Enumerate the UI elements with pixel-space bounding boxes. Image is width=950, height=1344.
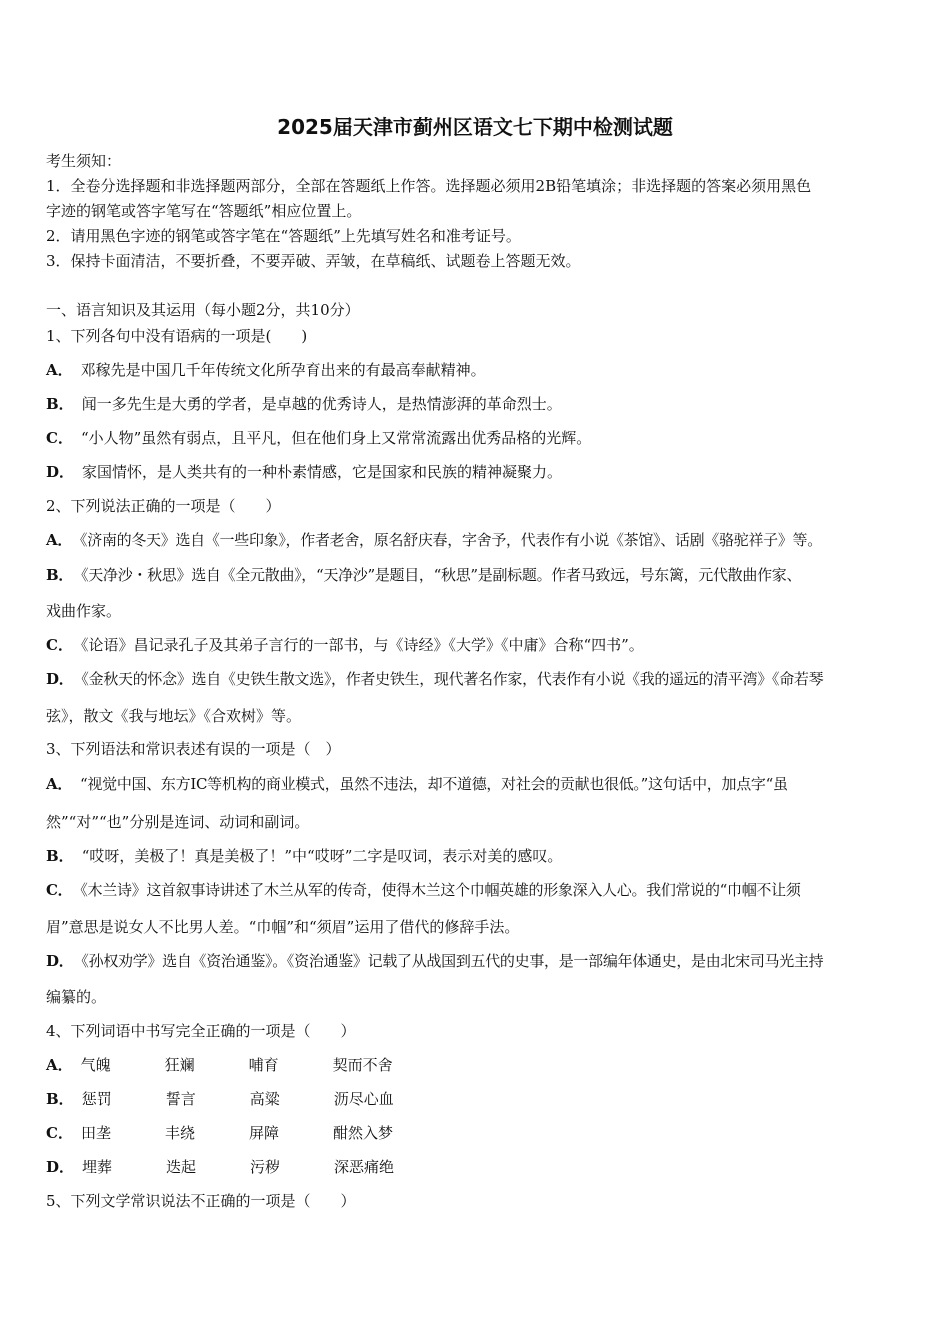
question-3-option-a-cont: 然”“对”“也”分别是连词、动词和副词。 xyxy=(46,813,310,831)
question-3-option-d-cont: 编纂的。 xyxy=(46,988,107,1006)
question-3-option-d[interactable] xyxy=(46,951,906,971)
exam-title: 2025届天津市蓟州区语文七下期中检测试题 xyxy=(277,115,673,139)
option-text: 《论语》昌记录孔子及其弟子言行的一部书，与《诗经》《大学》《中庸》合称“四书”。 xyxy=(80,636,644,654)
word: 丰绕 xyxy=(164,1124,195,1142)
word: 沥尽心血 xyxy=(333,1090,394,1108)
word: 酣然入梦 xyxy=(332,1124,393,1142)
word: 深恶痛绝 xyxy=(334,1158,395,1176)
notice-heading: 考生须知： xyxy=(46,152,122,170)
word: 狂斓 xyxy=(164,1056,195,1074)
question-2-option-b-cont: 戏曲作家。 xyxy=(46,602,122,620)
question-4-option-c[interactable] xyxy=(46,1123,906,1143)
question-2-stem: 2、下列说法正确的一项是（ ） xyxy=(46,497,281,515)
question-1-option-a[interactable] xyxy=(46,360,906,380)
section-heading: 一、语言知识及其运用（每小题2分，共10分） xyxy=(46,301,360,319)
question-3-option-a[interactable] xyxy=(46,774,906,794)
word: 气魄 xyxy=(80,1056,111,1074)
question-2-option-a[interactable] xyxy=(46,530,906,550)
option-letter: A． xyxy=(46,1056,73,1074)
notice-item-2: 2．请用黑色字迹的钢笔或答字笔在“答题纸”上先填写姓名和准考证号。 xyxy=(46,227,521,245)
option-letter: D． xyxy=(46,952,74,970)
option-letter: D． xyxy=(46,1158,75,1176)
option-letter: C． xyxy=(46,881,73,899)
question-1-option-d[interactable] xyxy=(46,462,906,482)
option-letter: A． xyxy=(46,775,73,793)
question-3-stem: 3、下列语法和常识表述有误的一项是（ ） xyxy=(46,740,341,758)
question-2-option-b[interactable] xyxy=(46,565,906,585)
question-5-stem: 5、下列文学常识说法不正确的一项是（ ） xyxy=(46,1192,356,1210)
option-text: 《木兰诗》这首叙事诗讲述了木兰从军的传奇，使得木兰这个巾帼英雄的形象深入人心。我们常说的“巾帼不让须 xyxy=(80,881,801,899)
option-text: “小人物”虽然有弱点，且平凡，但在他们身上又常常流露出优秀品格的光辉。 xyxy=(80,429,592,447)
word: 埋葬 xyxy=(82,1158,113,1176)
question-1-stem: 1、下列各句中没有语病的一项是( ) xyxy=(46,327,308,345)
option-text: 闻一多先生是大勇的学者，是卓越的优秀诗人，是热情澎湃的革命烈士。 xyxy=(81,395,562,413)
word: 誓言 xyxy=(165,1090,196,1108)
option-letter: C． xyxy=(46,1124,73,1142)
question-4-stem: 4、下列词语中书写完全正确的一项是（ ） xyxy=(46,1022,356,1040)
option-letter: B． xyxy=(46,566,74,584)
word: 高粱 xyxy=(249,1090,280,1108)
option-letter: A． xyxy=(46,361,73,379)
option-letter: A． xyxy=(46,531,73,549)
question-3-option-c-cont: 眉”意思是说女人不比男人差。“巾帼”和“须眉”运用了借代的修辞手法。 xyxy=(46,918,520,936)
question-2-option-d[interactable] xyxy=(46,669,906,689)
notice-item-1-cont: 字迹的钢笔或答字笔写在“答题纸”相应位置上。 xyxy=(46,202,362,220)
option-text: 《孙权劝学》选自《资治通鉴》。《资治通鉴》记载了从战国到五代的史事，是一部编年体通史，是由北宋司马光主持 xyxy=(81,952,824,970)
question-3-option-b[interactable] xyxy=(46,846,906,866)
question-1-option-c[interactable] xyxy=(46,428,906,448)
word: 屏障 xyxy=(248,1124,279,1142)
word: 田垄 xyxy=(80,1124,111,1142)
option-text: 邓稼先是中国几千年传统文化所孕育出来的有最高奉献精神。 xyxy=(80,361,486,379)
question-1-option-b[interactable] xyxy=(46,394,906,414)
option-letter: B． xyxy=(46,847,74,865)
question-2-option-c[interactable] xyxy=(46,635,906,655)
option-text: 《济南的冬天》选自《一些印象》，作者老舍，原名舒庆春，字舍予，代表作有小说《茶馆》、话剧《骆驼祥子》等。 xyxy=(80,531,822,549)
word: 迭起 xyxy=(166,1158,197,1176)
word: 契而不舍 xyxy=(332,1056,393,1074)
question-2-option-d-cont: 弦》，散文《我与地坛》《合欢树》等。 xyxy=(46,707,302,725)
question-4-option-b[interactable] xyxy=(46,1089,906,1109)
question-4-option-d[interactable] xyxy=(46,1157,906,1177)
option-letter: C． xyxy=(46,429,73,447)
option-text: “视觉中国、东方IC等机构的商业模式，虽然不违法，却不道德，对社会的贡献也很低。”这句话中，加点字“虽 xyxy=(80,775,788,793)
word: 污秽 xyxy=(250,1158,281,1176)
notice-item-1: 1．全卷分选择题和非选择题两部分，全部在答题纸上作答。选择题必须用2B铅笔填涂；非选择题的答案必须用黑色 xyxy=(46,177,812,195)
question-3-option-c[interactable] xyxy=(46,880,906,900)
option-letter: C． xyxy=(46,636,73,654)
notice-item-3: 3．保持卡面清洁，不要折叠，不要弄破、弄皱，在草稿纸、试题卷上答题无效。 xyxy=(46,252,581,270)
option-text: 家国情怀，是人类共有的一种朴素情感，它是国家和民族的精神凝聚力。 xyxy=(82,463,563,481)
word: 惩罚 xyxy=(81,1090,112,1108)
option-letter: B． xyxy=(46,395,74,413)
option-text: 《天净沙・秋思》选自《全元散曲》，“天净沙”是题目，“秋思”是副标题。作者马致远，号东篱，元代散曲作家、 xyxy=(81,566,802,584)
option-letter: D． xyxy=(46,463,75,481)
option-text: “哎呀，美极了！真是美极了！”中“哎呀”二字是叹词，表示对美的感叹。 xyxy=(81,847,563,865)
question-4-option-a[interactable] xyxy=(46,1055,906,1075)
option-letter: D． xyxy=(46,670,74,688)
option-text: 《金秋天的怀念》选自《史铁生散文选》，作者史铁生，现代著名作家，代表作有小说《我的遥远的清平湾》《命若琴 xyxy=(81,670,824,688)
option-letter: B． xyxy=(46,1090,74,1108)
word: 哺育 xyxy=(248,1056,279,1074)
